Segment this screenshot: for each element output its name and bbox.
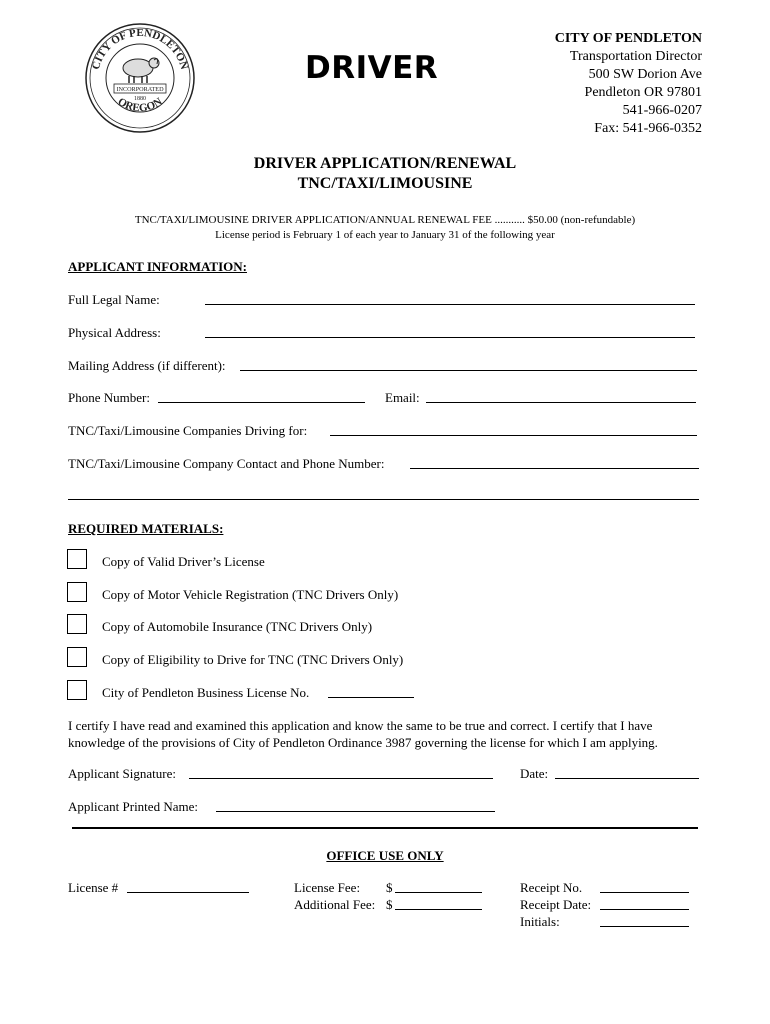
form-title: DRIVER APPLICATION/RENEWAL bbox=[253, 155, 517, 172]
checkbox-automobile-insurance[interactable] bbox=[67, 614, 87, 634]
companies-label: TNC/Taxi/Limousine Companies Driving for: bbox=[68, 423, 308, 438]
contact-city: CITY OF PENDLETON bbox=[554, 31, 702, 46]
city-seal-logo bbox=[84, 22, 196, 134]
additional-fee-label: Additional Fee: bbox=[294, 897, 376, 912]
required-materials-heading: REQUIRED MATERIALS: bbox=[68, 521, 224, 536]
material-label: Copy of Motor Vehicle Registration (TNC Drivers Only) bbox=[102, 587, 399, 602]
additional-fee-field[interactable] bbox=[395, 909, 482, 910]
printed-name-field[interactable] bbox=[216, 811, 495, 812]
receipt-date-label: Receipt Date: bbox=[520, 897, 592, 912]
section-divider bbox=[72, 827, 698, 829]
checkbox-eligibility[interactable] bbox=[67, 647, 87, 667]
printed-name-label: Applicant Printed Name: bbox=[68, 799, 198, 814]
fee-note: TNC/TAXI/LIMOUSINE DRIVER APPLICATION/ANNUAL RENEWAL FEE ........... $50.00 (non-refundable) bbox=[134, 214, 636, 226]
receipt-date-field[interactable] bbox=[600, 909, 689, 910]
seal-year: 1880 bbox=[134, 96, 146, 102]
checkbox-drivers-license[interactable] bbox=[67, 549, 87, 569]
form-subtitle: TNC/TAXI/LIMOUSINE bbox=[297, 175, 473, 192]
material-label: Copy of Eligibility to Drive for TNC (TNC Drivers Only) bbox=[102, 652, 404, 667]
license-fee-label: License Fee: bbox=[294, 880, 361, 895]
applicant-info-heading: APPLICANT INFORMATION: bbox=[68, 259, 247, 274]
physical-address-field[interactable] bbox=[205, 337, 695, 338]
company-contact-field[interactable] bbox=[410, 468, 699, 469]
applicant-signature-label: Applicant Signature: bbox=[68, 766, 176, 781]
seal-banner: INCORPORATED bbox=[116, 86, 164, 93]
license-period-note: License period is February 1 of each year to January 31 of the following year bbox=[215, 229, 555, 241]
initials-field[interactable] bbox=[600, 926, 689, 927]
phone-number-label: Phone Number: bbox=[68, 390, 150, 405]
material-label: Copy of Valid Driver’s License bbox=[102, 554, 265, 569]
physical-address-label: Physical Address: bbox=[68, 325, 161, 340]
companies-field[interactable] bbox=[330, 435, 697, 436]
contact-line: 500 SW Dorion Ave bbox=[588, 67, 702, 82]
email-field[interactable] bbox=[426, 402, 696, 403]
seal-ring-text-top: CITY OF PENDLETON bbox=[89, 26, 191, 71]
mailing-address-label: Mailing Address (if different): bbox=[68, 358, 226, 373]
contact-line: Transportation Director bbox=[569, 49, 702, 64]
full-legal-name-label: Full Legal Name: bbox=[68, 292, 160, 307]
contact-line: 541-966-0207 bbox=[622, 103, 702, 118]
material-label: City of Pendleton Business License No. bbox=[102, 685, 310, 700]
phone-number-field[interactable] bbox=[158, 402, 365, 403]
initials-label: Initials: bbox=[520, 914, 560, 929]
license-fee-dollar: $ bbox=[386, 880, 393, 895]
date-label: Date: bbox=[520, 766, 549, 781]
seal-ring-text-bottom: OREGON bbox=[115, 95, 165, 115]
company-contact-label: TNC/Taxi/Limousine Company Contact and Phone Number: bbox=[68, 456, 385, 471]
mailing-address-field[interactable] bbox=[240, 370, 697, 371]
page-heading: DRIVER bbox=[305, 50, 439, 86]
license-fee-field[interactable] bbox=[395, 892, 482, 893]
company-contact-field-extra[interactable] bbox=[68, 499, 699, 500]
checkbox-business-license[interactable] bbox=[67, 680, 87, 700]
office-use-heading: OFFICE USE ONLY bbox=[326, 848, 444, 863]
additional-fee-dollar: $ bbox=[386, 897, 393, 912]
email-label: Email: bbox=[385, 390, 420, 405]
full-legal-name-field[interactable] bbox=[205, 304, 695, 305]
certification-text: I certify I have read and examined this application and know the same to be true and correct. I certify that I have knowledge of the provisions of City of Pendleton Ordinance 3987 governing the license for which I am applying. bbox=[68, 718, 658, 750]
receipt-number-label: Receipt No. bbox=[520, 880, 583, 895]
license-number-field[interactable] bbox=[127, 892, 249, 893]
receipt-number-field[interactable] bbox=[600, 892, 689, 893]
contact-line: Fax: 541-966-0352 bbox=[594, 121, 702, 136]
material-label: Copy of Automobile Insurance (TNC Drivers Only) bbox=[102, 619, 373, 634]
contact-block bbox=[555, 30, 702, 138]
applicant-signature-field[interactable] bbox=[189, 778, 493, 779]
business-license-number-field[interactable] bbox=[328, 697, 414, 698]
contact-line: Pendleton OR 97801 bbox=[584, 85, 702, 100]
date-field[interactable] bbox=[555, 778, 699, 779]
license-number-label: License # bbox=[68, 880, 119, 895]
checkbox-vehicle-registration[interactable] bbox=[67, 582, 87, 602]
